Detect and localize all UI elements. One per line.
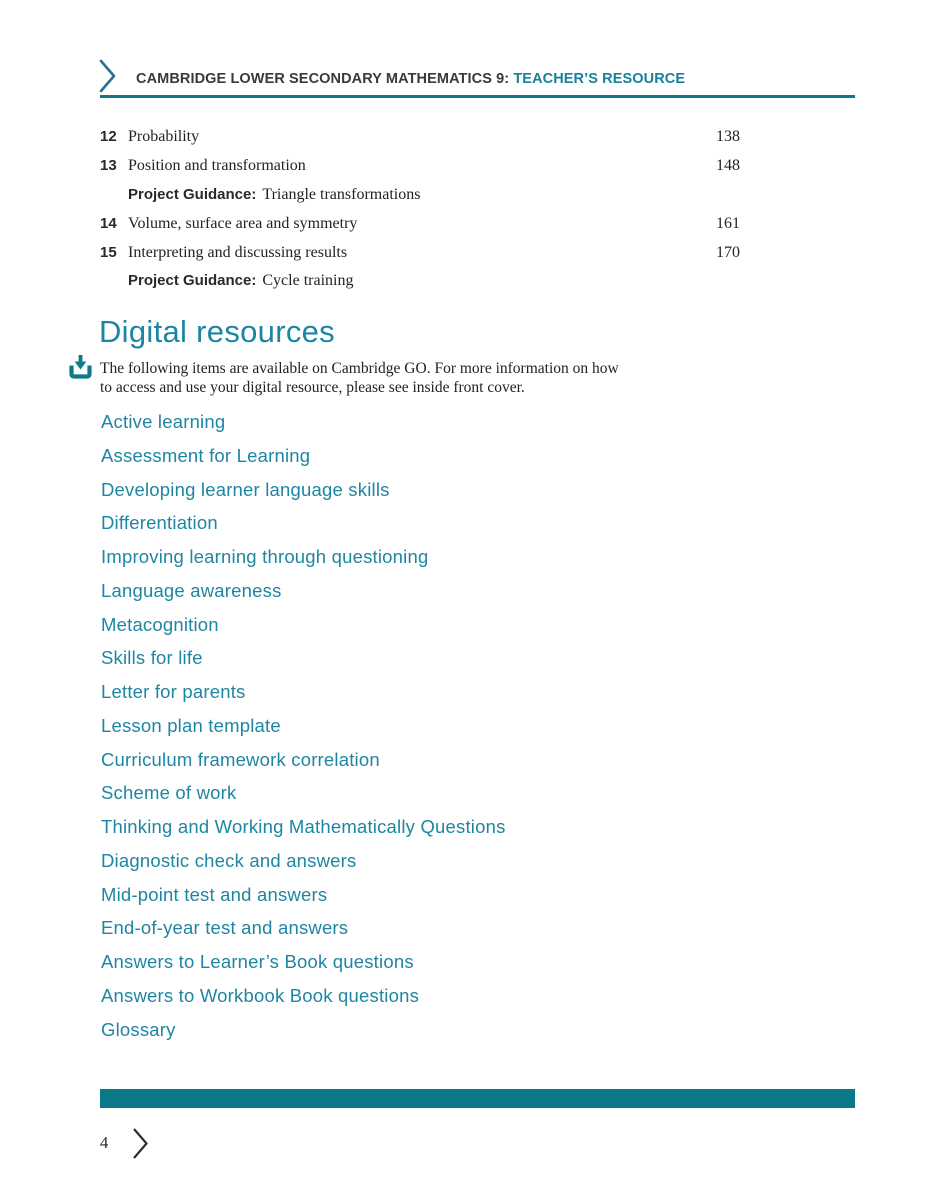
project-guidance-title: Cycle training <box>262 272 354 290</box>
header-rule <box>100 95 855 98</box>
resource-link-active-learning[interactable]: Active learning <box>101 411 226 432</box>
toc-project-entry[interactable] <box>100 185 740 214</box>
list-item <box>101 715 506 749</box>
toc-chapter-number: 15 <box>100 243 117 261</box>
list-item <box>101 816 506 850</box>
toc-chapter-title: Position and transformation <box>128 156 306 174</box>
list-item <box>101 445 506 479</box>
resource-link-glossary[interactable]: Glossary <box>101 1018 176 1040</box>
running-header-main: CAMBRIDGE LOWER SECONDARY MATHEMATICS 9: <box>136 71 514 87</box>
toc-entry[interactable] <box>100 214 740 243</box>
toc-entry[interactable] <box>100 243 740 272</box>
resource-link-metacognition[interactable]: Metacognition <box>101 613 219 635</box>
running-header <box>136 71 685 87</box>
resource-link-skills-for-life[interactable]: Skills for life <box>101 647 203 669</box>
page-number: 4 <box>100 1133 109 1152</box>
resource-link-assessment-for-learning[interactable]: Assessment for Learning <box>101 444 311 466</box>
project-guidance-title: Triangle transformations <box>262 185 421 203</box>
resource-link-improving-learning-through-questioning[interactable]: Improving learning through questioning <box>101 546 429 568</box>
digital-resource-list <box>101 411 506 1053</box>
toc-page-number: 161 <box>716 214 740 232</box>
list-item <box>101 512 506 546</box>
intro-line-2: to access and use your digital resource, please see inside front cover. <box>100 378 525 396</box>
toc-chapter-title: Probability <box>128 128 200 145</box>
footer-bar <box>100 1089 855 1108</box>
list-item <box>101 884 506 918</box>
toc-chapter-title: Interpreting and discussing results <box>128 243 348 261</box>
toc-chapter-number: 14 <box>100 214 117 232</box>
list-item <box>101 614 506 648</box>
toc-project-entry[interactable] <box>100 271 740 300</box>
toc-page-number: 148 <box>716 156 740 174</box>
resource-link-answers-to-workbook-book-questions[interactable]: Answers to Workbook Book questions <box>101 985 420 1007</box>
resource-link-scheme-of-work[interactable]: Scheme of work <box>101 782 237 804</box>
toc-entry[interactable] <box>100 156 740 185</box>
resource-link-language-awareness[interactable]: Language awareness <box>101 579 282 601</box>
section-intro <box>100 360 619 397</box>
section-heading: Digital resources <box>99 314 335 349</box>
list-item <box>101 580 506 614</box>
list-item <box>101 951 506 985</box>
resource-link-differentiation[interactable]: Differentiation <box>101 512 218 534</box>
list-item <box>101 546 506 580</box>
list-item <box>101 411 506 445</box>
resource-link-answers-to-learners-book-questions[interactable]: Answers to Learner’s Book questions <box>101 951 414 973</box>
running-header-accent: TEACHER’S RESOURCE <box>513 71 686 87</box>
list-item <box>101 647 506 681</box>
list-item <box>101 917 506 951</box>
toc-entry[interactable] <box>100 127 740 156</box>
toc-chapter-number: 12 <box>100 128 117 145</box>
toc-chapter-title: Volume, surface area and symmetry <box>128 214 358 232</box>
project-guidance-label: Project Guidance: <box>128 185 257 203</box>
list-item <box>101 1019 506 1053</box>
list-item <box>101 782 506 816</box>
resource-link-letter-for-parents[interactable]: Letter for parents <box>101 681 246 703</box>
toc-chapter-number: 13 <box>100 156 117 174</box>
project-guidance-label: Project Guidance: <box>128 272 257 290</box>
table-of-contents <box>100 127 740 300</box>
list-item <box>101 850 506 884</box>
header-chevron-icon <box>98 59 118 98</box>
resource-link-lesson-plan-template[interactable]: Lesson plan template <box>101 714 281 736</box>
list-item <box>101 749 506 783</box>
resource-link-mid-point-test-and-answers[interactable]: Mid-point test and answers <box>101 883 328 905</box>
list-item <box>101 479 506 513</box>
footer-chevron-icon <box>131 1127 150 1165</box>
intro-line-1: The following items are available on Cambridge GO. For more information on how <box>100 360 619 377</box>
list-item <box>101 985 506 1019</box>
toc-page-number: 170 <box>716 243 740 261</box>
list-item <box>101 681 506 715</box>
resource-link-thinking-and-working-mathematically-questions[interactable]: Thinking and Working Mathematically Questions <box>101 816 506 838</box>
resource-link-end-of-year-test-and-answers[interactable]: End-of-year test and answers <box>101 917 349 939</box>
resource-link-diagnostic-check-and-answers[interactable]: Diagnostic check and answers <box>101 849 357 871</box>
resource-link-curriculum-framework-correlation[interactable]: Curriculum framework correlation <box>101 748 380 770</box>
download-icon <box>69 355 92 384</box>
resource-link-developing-learner-language-skills[interactable]: Developing learner language skills <box>101 478 390 500</box>
toc-page-number: 138 <box>716 128 740 145</box>
